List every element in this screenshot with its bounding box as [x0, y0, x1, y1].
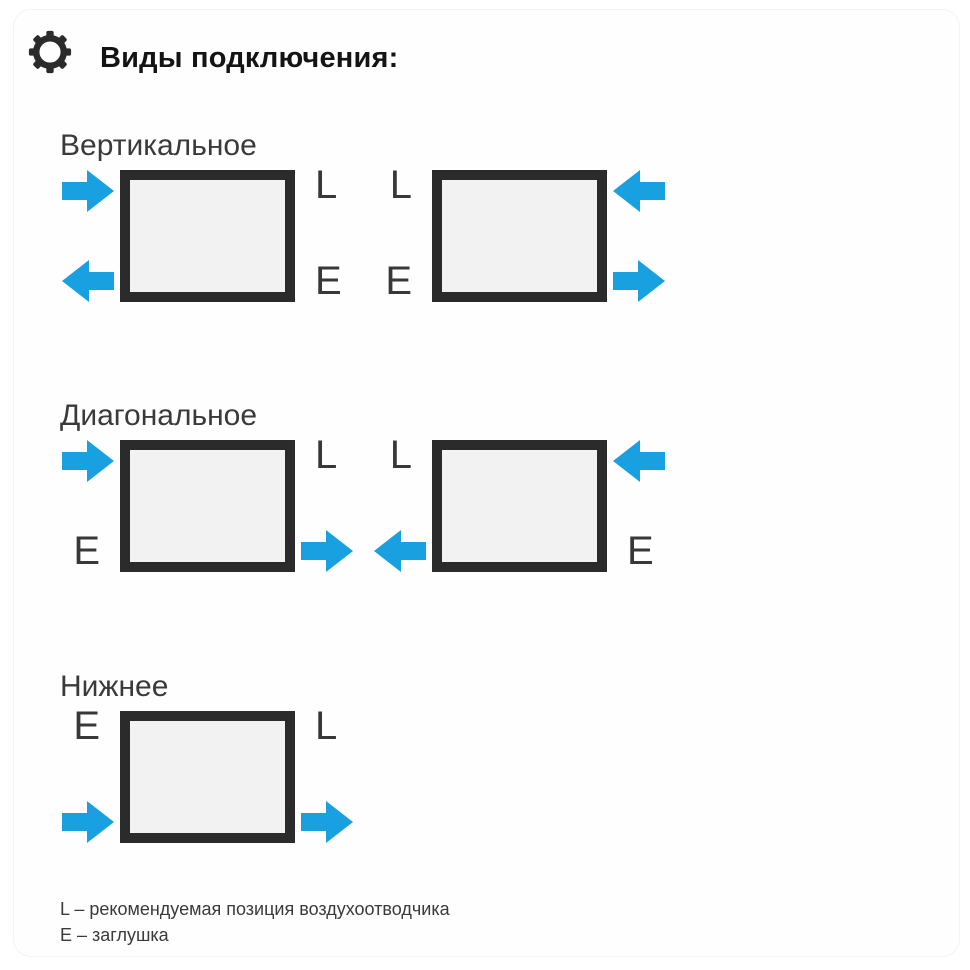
section-title-vertical: Вертикальное: [60, 129, 257, 162]
inlet-arrow-icon: [613, 440, 665, 482]
plug-label: E: [385, 259, 412, 303]
radiator-body: [120, 170, 295, 302]
outlet-arrow-icon: [301, 801, 353, 843]
plug-label: E: [73, 704, 100, 748]
outlet-arrow-icon-slot: [613, 259, 665, 303]
inlet-arrow-icon-slot: [62, 439, 114, 483]
outlet-arrow-icon-slot: [301, 529, 353, 573]
radiator-body: [120, 711, 295, 843]
radiator-body: [432, 440, 607, 572]
section-vertical: [0, 128, 970, 302]
outlet-arrow-icon: [374, 530, 426, 572]
legend-line-air-vent: L – рекомендуемая позиция воздухоотводчика: [60, 899, 450, 919]
vertical-right-connection: [370, 163, 722, 303]
plug-label: E: [73, 529, 100, 573]
section-diagonal: [0, 398, 970, 572]
inlet-arrow-icon-slot: [613, 169, 665, 213]
air-vent-label-slot: [389, 163, 412, 213]
plug-label-slot: [627, 529, 654, 573]
plug-label-slot: [73, 529, 100, 573]
air-vent-label-slot: [315, 433, 338, 483]
inlet-arrow-icon-slot: [62, 169, 114, 213]
inlet-arrow-icon-slot: [613, 439, 665, 483]
air-vent-label-slot: [389, 433, 412, 483]
outlet-arrow-icon: [301, 530, 353, 572]
air-vent-label: L: [315, 163, 338, 207]
air-vent-label-slot: [315, 704, 338, 754]
bottom-connection: [58, 704, 410, 843]
diagonal-left-connection: [58, 433, 410, 573]
section-bottom-diagrams: [0, 704, 970, 843]
inlet-arrow-icon: [62, 801, 114, 843]
plug-label: E: [627, 529, 654, 573]
legend: [60, 896, 450, 948]
outlet-arrow-icon-slot: [374, 529, 426, 573]
plug-label: E: [315, 259, 342, 303]
air-vent-label: L: [389, 163, 412, 207]
inlet-arrow-icon: [62, 170, 114, 212]
gear-icon: [28, 30, 72, 74]
vertical-left-connection: [58, 163, 410, 303]
radiator-body: [432, 170, 607, 302]
air-vent-label: L: [315, 704, 338, 748]
radiator-body: [120, 440, 295, 572]
outlet-arrow-icon: [62, 260, 114, 302]
inlet-arrow-icon: [613, 170, 665, 212]
section-bottom: [0, 669, 970, 843]
plug-label-slot: [385, 259, 412, 303]
air-vent-label: L: [389, 433, 412, 477]
air-vent-label-slot: [315, 163, 338, 213]
section-title-diagonal: Диагональное: [60, 399, 258, 432]
inlet-arrow-icon-slot: [62, 800, 114, 844]
section-diagonal-diagrams: [0, 433, 970, 573]
section-vertical-diagrams: [0, 163, 970, 303]
outlet-arrow-icon-slot: [301, 800, 353, 844]
legend-line-plug: E – заглушка: [60, 925, 169, 945]
diagonal-right-connection: [370, 433, 722, 573]
section-title-bottom: Нижнее: [60, 670, 169, 703]
plug-label-slot: [73, 704, 100, 754]
page-title: Виды подключения:: [100, 42, 399, 74]
plug-label-slot: [315, 259, 342, 303]
outlet-arrow-icon: [613, 260, 665, 302]
inlet-arrow-icon: [62, 440, 114, 482]
outlet-arrow-icon-slot: [62, 259, 114, 303]
air-vent-label: L: [315, 433, 338, 477]
